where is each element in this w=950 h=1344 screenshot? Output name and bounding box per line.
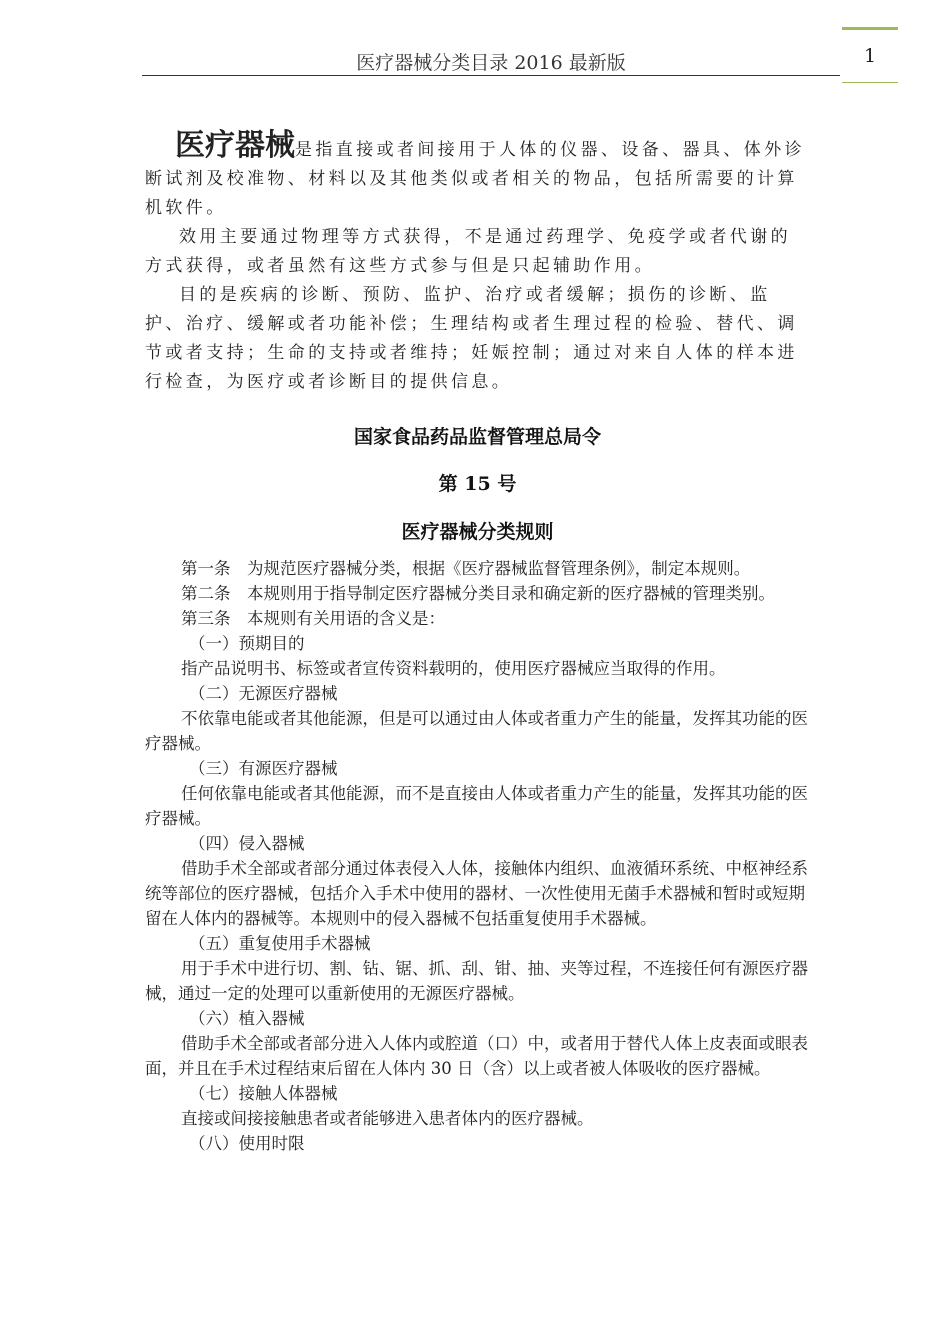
rules-body: [145, 556, 810, 1156]
accent-rule: [842, 82, 898, 83]
term-title: （六）植入器械: [189, 1009, 305, 1028]
term-definition: 直接或间接接触患者或者能够进入患者体内的医疗器械。: [181, 1109, 594, 1128]
page-number: 1: [863, 45, 877, 67]
definition-text: 是指直接或者间接用于人体的仪器、设备、器具、体外诊断试剂及校准物、材料以及其他类似或者相关的物品，包括所需要的计算机软件。: [145, 140, 805, 218]
accent-bar: [842, 27, 898, 30]
term-definition: 借助手术全部或者部分通过体表侵入人体，接触体内组织、血液循环系统、中枢神经系统等部位的医疗器械，包括介入手术中使用的器材、一次性使用无菌手术器械和暂时或短期留在人体内的器械等。本规则中的侵入器械不包括重复使用手术器械。: [145, 859, 808, 928]
definition-paragraph: [145, 128, 810, 223]
term-title: （八）使用时限: [189, 1134, 305, 1153]
rules-title: 医疗器械分类规则: [401, 521, 554, 543]
definition-section: [145, 128, 810, 397]
header-divider: [142, 75, 840, 76]
effect-paragraph: 效用主要通过物理等方式获得，不是通过药理学、免疫学或者代谢的方式获得，或者虽然有这些方式参与但是只起辅助作用。: [145, 227, 791, 276]
page-number-box: [842, 27, 898, 83]
term-title: （五）重复使用手术器械: [189, 934, 371, 953]
document-title: 医疗器械分类目录 2016 最新版: [356, 52, 626, 74]
term-title: （二）无源医疗器械: [189, 684, 338, 703]
decree-number: 第 15 号: [438, 473, 517, 495]
lead-term: 医疗器械: [175, 128, 295, 163]
purpose-paragraph: 目的是疾病的诊断、预防、监护、治疗或者缓解；损伤的诊断、监护、治疗、缓解或者功能补偿；生理结构或者生理过程的检验、替代、调节或者支持；生命的支持或者维持；妊娠控制；通过对来自人体的样本进行检查，为医疗或者诊断目的提供信息。: [145, 285, 798, 392]
article-2: 第二条 本规则用于指导制定医疗器械分类目录和确定新的医疗器械的管理类别。: [181, 584, 775, 603]
term-title: （三）有源医疗器械: [189, 759, 338, 778]
term-definition: 任何依靠电能或者其他能源，而不是直接由人体或者重力产生的能量，发挥其功能的医疗器械。: [145, 784, 808, 828]
term-title: （一）预期目的: [189, 634, 305, 653]
term-title: （四）侵入器械: [189, 834, 305, 853]
term-definition: 不依靠电能或者其他能源，但是可以通过由人体或者重力产生的能量，发挥其功能的医疗器械。: [145, 709, 808, 753]
page-header: [142, 40, 840, 80]
article-3: 第三条 本规则有关用语的含义是：: [181, 609, 445, 628]
decree-heading: 国家食品药品监督管理总局令: [353, 426, 601, 448]
term-definition: 指产品说明书、标签或者宣传资料载明的，使用医疗器械应当取得的作用。: [181, 659, 726, 678]
term-definition: 借助手术全部或者部分进入人体内或腔道（口）中，或者用于替代人体上皮表面或眼表面，并且在手术过程结束后留在人体内 30 日（含）以上或者被人体吸收的医疗器械。: [145, 1034, 808, 1078]
term-definition: 用于手术中进行切、割、钻、锯、抓、刮、钳、抽、夹等过程，不连接任何有源医疗器械，通过一定的处理可以重新使用的无源医疗器械。: [145, 959, 808, 1003]
term-title: （七）接触人体器械: [189, 1084, 338, 1103]
article-1: 第一条 为规范医疗器械分类，根据《医疗器械监督管理条例》，制定本规则。: [181, 559, 751, 578]
